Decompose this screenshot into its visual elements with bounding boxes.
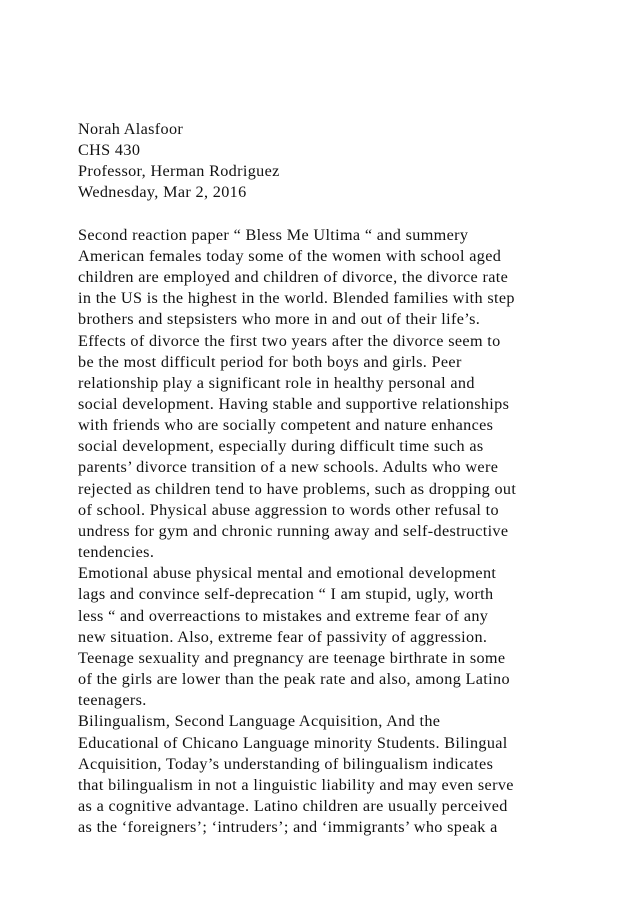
course-code: CHS 430: [78, 141, 141, 160]
paragraph-line: rejected as children tend to have problems, such as dropping out: [78, 479, 517, 498]
paragraph-line: tendencies.: [78, 543, 155, 562]
paragraph-line: lags and convince self-deprecation “ I am stupid, ugly, worth: [78, 585, 494, 604]
paragraph-line: Acquisition, Today’s understanding of bilingualism indicates: [78, 754, 494, 773]
paragraph-line: teenagers.: [78, 691, 147, 710]
paragraph-line: as a cognitive advantage. Latino children are usually perceived: [78, 796, 508, 815]
paragraph-line: brothers and stepsisters who more in and out of their life’s.: [78, 310, 481, 329]
paragraph-line: social development, especially during difficult time such as: [78, 437, 484, 456]
paragraph-line: parents’ divorce transition of a new schools. Adults who were: [78, 458, 499, 477]
paragraph-line: with friends who are socially competent and nature enhances: [78, 416, 494, 435]
paragraph-line: Educational of Chicano Language minority Students. Bilingual: [78, 733, 508, 752]
professor-name: Professor, Herman Rodriguez: [78, 162, 280, 181]
paragraph-line: Bilingualism, Second Language Acquisition, And the: [78, 712, 441, 731]
paragraph-line: new situation. Also, extreme fear of passivity of aggression.: [78, 627, 488, 646]
paragraph-line: undress for gym and chronic running away and self-destructive: [78, 521, 509, 540]
paragraph-line: less “ and overreactions to mistakes and extreme fear of any: [78, 606, 489, 625]
paragraph-line: Teenage sexuality and pregnancy are teenage birthrate in some: [78, 648, 506, 667]
paragraph-line: children are employed and children of divorce, the divorce rate: [78, 268, 509, 287]
paragraph-line: relationship play a significant role in healthy personal and: [78, 373, 475, 392]
paragraph-line: as the ‘foreigners’; ‘intruders’; and ‘immigrants’ who speak a: [78, 818, 498, 837]
document-text: [78, 119, 618, 838]
paragraph-line: American females today some of the women with school aged: [78, 246, 502, 265]
paragraph-line: Emotional abuse physical mental and emotional development: [78, 564, 497, 583]
paragraph-line: Effects of divorce the first two years after the divorce seem to: [78, 331, 501, 350]
header-spacer: [78, 204, 618, 225]
paragraph-line: in the US is the highest in the world. Blended families with step: [78, 289, 515, 308]
author-name: Norah Alasfoor: [78, 120, 184, 138]
document-date: Wednesday, Mar 2, 2016: [78, 183, 247, 202]
paragraph-line: Second reaction paper “ Bless Me Ultima “ and summery: [78, 225, 469, 244]
paragraph-line: be the most difficult period for both boys and girls. Peer: [78, 352, 462, 371]
paragraph-line: social development. Having stable and supportive relationships: [78, 395, 510, 414]
paragraph-line: of school. Physical abuse aggression to words other refusal to: [78, 500, 499, 519]
paragraph-line: of the girls are lower than the peak rate and also, among Latino: [78, 670, 510, 689]
paragraph-line: that bilingualism in not a linguistic liability and may even serve: [78, 775, 514, 794]
